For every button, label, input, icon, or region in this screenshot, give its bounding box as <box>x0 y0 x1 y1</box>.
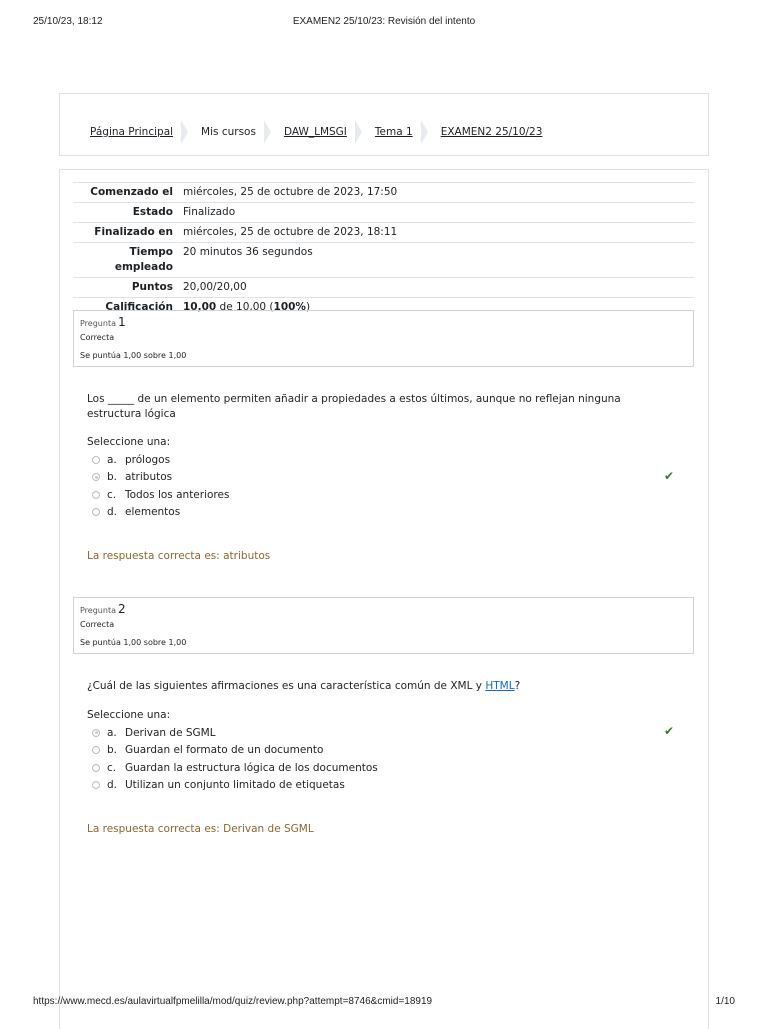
grade-close: ) <box>305 301 311 313</box>
breadcrumb-quiz[interactable]: EXAMEN2 25/10/23 <box>440 126 543 138</box>
answer-letter: b. <box>107 471 118 484</box>
radio-button[interactable] <box>92 781 100 789</box>
answer-letter: a. <box>107 726 117 739</box>
breadcrumb <box>90 118 542 146</box>
correct-check-icon: ✔ <box>663 468 674 483</box>
print-title: EXAMEN2 25/10/23: Revisión del intento <box>292 16 476 27</box>
summary-value: miércoles, 25 de octubre de 2023, 18:11 <box>183 223 694 243</box>
radio-button-selected[interactable] <box>92 729 100 737</box>
answer-option[interactable] <box>92 451 682 469</box>
question-prefix: Pregunta <box>80 606 116 615</box>
answer-text: atributos <box>125 471 173 484</box>
summary-row-time <box>73 243 694 278</box>
question-text-1: Los _____ de un elemento permiten añadir a propiedades a estos últimos, aunque no reflejan ninguna estructura lógica <box>87 393 621 420</box>
answer-text: Todos los anteriores <box>125 488 230 501</box>
question-number <box>80 602 126 616</box>
question-info-1 <box>73 310 694 367</box>
breadcrumb-course[interactable]: DAW_LMSGI <box>283 126 347 138</box>
breadcrumb-topic[interactable]: Tema 1 <box>374 126 413 138</box>
question-state: Correcta <box>80 333 115 342</box>
summary-value: miércoles, 25 de octubre de 2023, 17:50 <box>183 183 694 203</box>
radio-button[interactable] <box>92 764 100 772</box>
grade-value: 10,00 <box>183 301 217 313</box>
print-datetime: 25/10/23, 18:12 <box>33 16 103 27</box>
breadcrumb-separator <box>264 118 272 146</box>
radio-button[interactable] <box>92 491 100 499</box>
answer-text: Guardan el formato de un documento <box>125 744 324 757</box>
question-grade: Se puntúa 1,00 sobre 1,00 <box>80 351 187 360</box>
summary-label: Calificación <box>73 298 183 318</box>
radio-button[interactable] <box>92 746 100 754</box>
print-url: https://www.mecd.es/aulavirtualfpmelilla/mod/quiz/review.php?attempt=8746&cmid=18919 <box>33 996 433 1007</box>
answer-letter: c. <box>107 488 117 501</box>
answer-list-2 <box>92 724 682 794</box>
summary-row-finished <box>73 223 694 243</box>
answer-option[interactable] <box>92 742 682 760</box>
answer-letter: d. <box>107 506 118 519</box>
answer-option[interactable] <box>92 759 682 777</box>
answer-option[interactable] <box>92 724 682 742</box>
question-grade: Se puntúa 1,00 sobre 1,00 <box>80 638 187 647</box>
summary-row-points <box>73 278 694 298</box>
answer-text: prólogos <box>125 453 171 466</box>
question-text-before: ¿Cuál de las siguientes afirmaciones es una característica común de XML y <box>87 680 486 692</box>
question-text-after: ? <box>514 680 521 692</box>
grade-max: de 10,00 ( <box>216 301 274 313</box>
question-number-value: 2 <box>117 602 126 616</box>
attempt-summary-table <box>73 182 694 317</box>
breadcrumb-separator <box>421 118 429 146</box>
select-label-1: Seleccione una: <box>87 436 171 448</box>
summary-row-started <box>73 183 694 203</box>
summary-label: Comenzado el <box>73 183 183 203</box>
answer-letter: b. <box>107 744 118 757</box>
summary-label: Estado <box>73 203 183 223</box>
breadcrumb-separator <box>355 118 363 146</box>
summary-value: Finalizado <box>183 203 694 223</box>
breadcrumb-separator <box>181 118 189 146</box>
correct-answer-feedback-2: La respuesta correcta es: Derivan de SGML <box>87 823 314 835</box>
question-info-2 <box>73 597 694 654</box>
breadcrumb-box <box>59 93 709 156</box>
answer-text: Utilizan un conjunto limitado de etiquetas <box>125 779 345 792</box>
correct-check-icon: ✔ <box>663 724 674 738</box>
html-link[interactable]: HTML <box>485 680 515 692</box>
grade-percent: 100% <box>273 301 306 313</box>
question-state: Correcta <box>80 620 115 629</box>
answer-letter: c. <box>107 761 117 774</box>
breadcrumb-home[interactable]: Página Principal <box>90 126 174 138</box>
summary-value: 20 minutos 36 segundos <box>183 243 694 278</box>
summary-row-state <box>73 203 694 223</box>
answer-option[interactable] <box>92 469 682 487</box>
breadcrumb-my-courses[interactable]: Mis cursos <box>201 126 256 138</box>
answer-option[interactable] <box>92 777 682 795</box>
question-prefix: Pregunta <box>80 319 116 328</box>
summary-label: Puntos <box>73 278 183 298</box>
question-text-2 <box>87 679 647 694</box>
answer-letter: a. <box>107 453 117 466</box>
question-number <box>80 315 126 329</box>
radio-button[interactable] <box>92 508 100 516</box>
summary-value: 20,00/20,00 <box>183 278 694 298</box>
print-page-number: 1/10 <box>715 996 735 1007</box>
question-number-value: 1 <box>117 315 126 329</box>
summary-label: Finalizado en <box>73 223 183 243</box>
select-label-2: Seleccione una: <box>87 709 171 721</box>
summary-label: Tiempo empleado <box>73 243 183 278</box>
answer-option[interactable] <box>92 486 682 504</box>
correct-answer-feedback-1: La respuesta correcta es: atributos <box>87 550 271 562</box>
answer-letter: d. <box>107 779 118 792</box>
answer-option[interactable] <box>92 504 682 522</box>
radio-button-selected[interactable] <box>92 473 100 481</box>
answer-text: elementos <box>125 506 181 519</box>
answer-list-1 <box>92 451 682 521</box>
answer-text: Guardan la estructura lógica de los documentos <box>125 761 378 774</box>
answer-text: Derivan de SGML <box>125 726 216 739</box>
radio-button[interactable] <box>92 456 100 464</box>
